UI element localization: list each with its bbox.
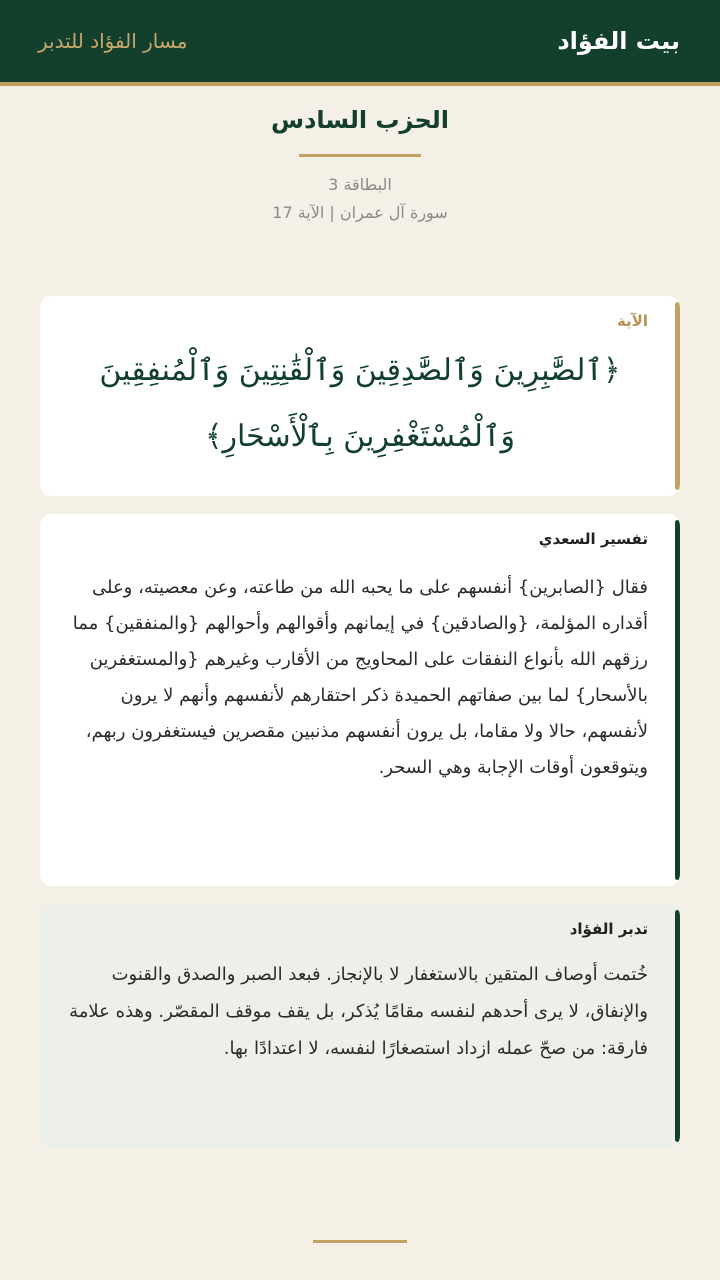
tafsir-card [40, 514, 680, 886]
ayah-reference: سورة آل عمران | الآية 17 [272, 203, 448, 222]
ayah-card [40, 296, 680, 496]
tadabbur-card [40, 904, 680, 1148]
tadabbur-text: خُتمت أوصاف المتقين بالاستغفار لا بالإنجاز. فبعد الصبر والصدق والقنوت والإنفاق، لا يرى أحدهم لنفسه مقامًا يُذكر، بل يقف موقف المقصّر. وهذه علامة فارقة: من صحّ عمله ازداد استصغارًا لنفسه، لا اعتدادًا بها. [69, 964, 648, 1059]
ayah-card-label: الآية [616, 312, 648, 330]
card-number: البطاقة 3 [328, 175, 392, 194]
ayah-text: ﴿ٱلصَّٰبِرِينَ وَٱلصَّٰدِقِينَ وَٱلْقَٰنِتِينَ وَٱلْمُنفِقِينَ وَٱلْمُسْتَغْفِرِينَ بِٱلْأَسْحَارِ﴾ [99, 353, 621, 454]
section-heading [0, 104, 720, 227]
app-header [0, 0, 720, 86]
page-title: الحزب السادس [270, 106, 450, 134]
app-brand[interactable]: بيت الفؤاد [557, 27, 680, 55]
tafsir-card-label: تفسير السعدي [538, 530, 648, 548]
tadabbur-card-accent-bar [675, 910, 680, 1142]
ayah-card-accent-bar [675, 302, 680, 490]
tafsir-card-accent-bar [675, 520, 680, 880]
bottom-divider [313, 1240, 407, 1243]
app-tagline: مسار الفؤاد للتدبر [38, 29, 188, 53]
tadabbur-card-label: تدبر الفؤاد [569, 920, 648, 938]
tafsir-text: فقال {الصابرين} أنفسهم على ما يحبه الله من طاعته، وعن معصيته، وعلى أقداره المؤلمة، {والصادقين} في إيمانهم وأقوالهم وأحوالهم {والمنفقين} مما رزقهم الله بأنواع النفقات على المحاويج من الأقارب وغيرهم {والمستغفرين بالأسحار} لما بين صفاتهم الحميدة ذكر احتقارهم لأنفسهم وأنهم لا يرون لأنفسهم، حالا ولا مقاما، بل يرون أنفسهم مذنبين مقصرين فيستغفرون ربهم، ويتوقعون أوقات الإجابة وهي السحر. [72, 577, 648, 778]
title-divider [299, 154, 421, 157]
